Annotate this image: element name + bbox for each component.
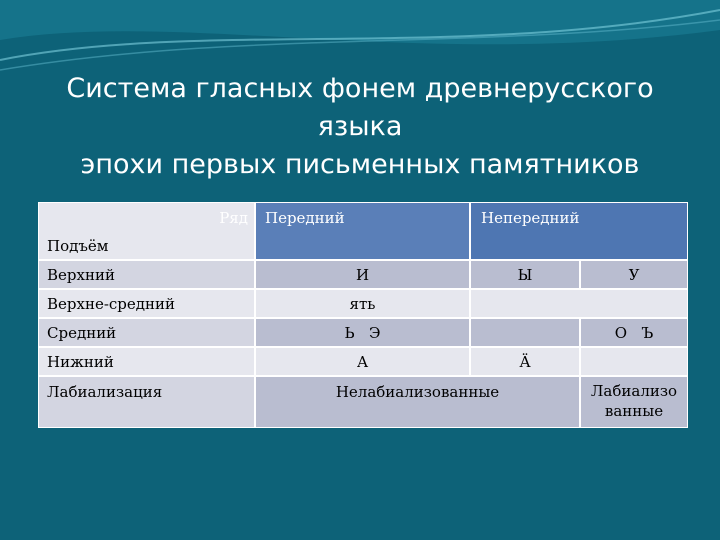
row-upper-nonfront-1: Ы <box>470 260 580 289</box>
row-upper-nonfront-2: У <box>580 260 688 289</box>
row-labial-label: Лабиализация <box>38 376 255 428</box>
row-header-label: Ряд <box>219 209 248 227</box>
slide-title <box>20 70 700 184</box>
row-mid-nonfront-1 <box>470 318 580 347</box>
wave-decoration <box>0 0 720 80</box>
row-low-nonfront-2 <box>580 347 688 376</box>
row-mid-front: Ь Э <box>255 318 470 347</box>
row-upper-mid-label: Верхне-средний <box>38 289 255 318</box>
row-mid-label: Средний <box>38 318 255 347</box>
nonfront-header: Непередний <box>470 202 688 260</box>
row-upper-front: И <box>255 260 470 289</box>
row-low-nonfront-1: Ä <box>470 347 580 376</box>
nonlabial-cell: Нелабиализованные <box>255 376 580 428</box>
vowel-table <box>38 202 688 428</box>
row-mid-nonfront-2: О Ъ <box>580 318 688 347</box>
front-header: Передний <box>255 202 470 260</box>
row-low-front: А <box>255 347 470 376</box>
row-upper-mid-front: ять <box>255 289 470 318</box>
title-line-1: Система гласных фонем древнерусского языка <box>66 73 654 142</box>
row-upper-mid-nonfront <box>470 289 688 318</box>
row-upper-label: Верхний <box>38 260 255 289</box>
row-low-label: Нижний <box>38 347 255 376</box>
labial-cell: Лабиализо ванные <box>580 376 688 428</box>
title-line-2: эпохи первых письменных памятников <box>80 149 640 180</box>
height-label-cell: Подъём <box>38 232 255 260</box>
